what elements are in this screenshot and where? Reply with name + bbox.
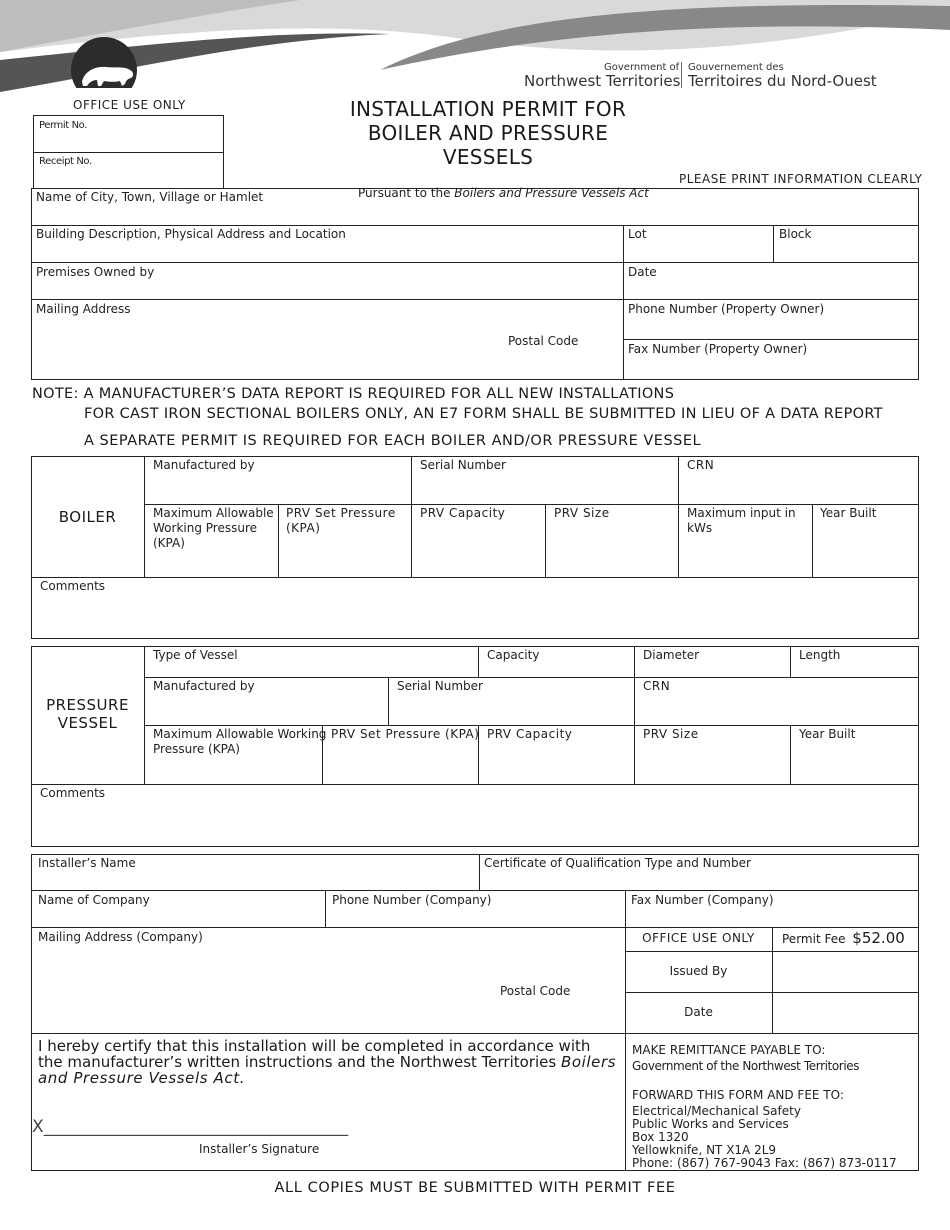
office-use-title: OFFICE USE ONLY bbox=[73, 98, 186, 112]
installer-line-2 bbox=[31, 927, 919, 928]
print-clearly: PLEASE PRINT INFORMATION CLEARLY bbox=[679, 172, 923, 186]
vessel-prv-capacity-label[interactable]: PRV Capacity bbox=[487, 727, 573, 741]
boiler-title: BOILER bbox=[58, 508, 117, 526]
property-line-2 bbox=[31, 262, 919, 263]
postal-field-label[interactable]: Postal Code bbox=[508, 334, 579, 348]
vessel-vline-row1-c bbox=[790, 646, 791, 677]
vessel-vline-row1-b bbox=[634, 646, 635, 677]
form-title bbox=[320, 97, 656, 169]
vessel-line-2 bbox=[144, 725, 919, 726]
company-name-label[interactable]: Name of Company bbox=[38, 893, 150, 907]
vessel-line-3 bbox=[31, 784, 919, 785]
boiler-title-divider bbox=[144, 456, 145, 577]
installer-vline-cert bbox=[479, 854, 480, 890]
vessel-vline-row3-d bbox=[790, 725, 791, 784]
gov-divider bbox=[681, 62, 682, 88]
property-vline-2 bbox=[773, 225, 774, 262]
pursuant-prefix: Pursuant to the bbox=[358, 186, 455, 200]
boiler-line-2 bbox=[31, 577, 919, 578]
boiler-comments-label[interactable]: Comments bbox=[40, 579, 106, 593]
vessel-prv-set-label[interactable]: PRV Set Pressure (KPA) bbox=[331, 727, 480, 741]
certify-text bbox=[38, 1038, 618, 1086]
boiler-vline-a bbox=[411, 456, 412, 577]
boiler-prv-set-label[interactable]: PRV Set Pressure (KPA) bbox=[286, 506, 396, 535]
vessel-vline-row2-b bbox=[634, 677, 635, 725]
date-field-label[interactable]: Date bbox=[628, 265, 657, 279]
pursuant-act: Boilers and Pressure Vessels Act bbox=[454, 186, 649, 200]
remit-payable-title: MAKE REMITTANCE PAYABLE TO: bbox=[632, 1043, 826, 1057]
note-line-3: A SEPARATE PERMIT IS REQUIRED FOR EACH BOILER AND/OR PRESSURE VESSEL bbox=[84, 433, 702, 449]
office-use-divider bbox=[33, 152, 224, 153]
boiler-year-built-label[interactable]: Year Built bbox=[820, 506, 877, 520]
city-field-label[interactable]: Name of City, Town, Village or Hamlet bbox=[36, 190, 264, 204]
permit-fee-label: Permit Fee bbox=[782, 932, 846, 946]
installer-vline-company bbox=[325, 890, 326, 927]
block-field-label[interactable]: Block bbox=[779, 227, 812, 241]
installer-line-1 bbox=[31, 890, 919, 891]
company-fax-label[interactable]: Fax Number (Company) bbox=[631, 893, 774, 907]
owner-field-label[interactable]: Premises Owned by bbox=[36, 265, 155, 279]
mailing-field-label[interactable]: Mailing Address bbox=[36, 302, 131, 316]
note-line-1: NOTE: A MANUFACTURER’S DATA REPORT IS REQUIRED FOR ALL NEW INSTALLATIONS bbox=[32, 386, 675, 402]
remit-address-2: Public Works and Services bbox=[632, 1117, 789, 1131]
boiler-vline-c bbox=[278, 504, 279, 577]
certificate-label[interactable]: Certificate of Qualification Type and Number bbox=[484, 856, 751, 870]
company-phone-label[interactable]: Phone Number (Company) bbox=[332, 893, 492, 907]
vessel-capacity-label[interactable]: Capacity bbox=[487, 648, 540, 662]
vessel-mawp-label[interactable]: Maximum Allowable Working Pressure (KPA) bbox=[153, 727, 327, 756]
vessel-crn-label[interactable]: CRN bbox=[643, 679, 671, 693]
boiler-serial-label[interactable]: Serial Number bbox=[420, 458, 506, 472]
vessel-title-divider bbox=[144, 646, 145, 784]
certify-text-prefix: I hereby certify that this installation will be completed in accordance with the manufacturer’s written instructions and the Northwest Territories bbox=[38, 1037, 591, 1071]
company-postal-label[interactable]: Postal Code bbox=[500, 984, 571, 998]
lot-field-label[interactable]: Lot bbox=[628, 227, 647, 241]
remit-address-3: Box 1320 bbox=[632, 1130, 689, 1144]
boiler-prv-size-label[interactable]: PRV Size bbox=[554, 506, 610, 520]
gov-en-large: Northwest Territories bbox=[524, 72, 681, 90]
vessel-length-label[interactable]: Length bbox=[799, 648, 841, 662]
vessel-line-1 bbox=[144, 677, 919, 678]
office-bottom-vline bbox=[772, 927, 773, 1033]
gov-fr-large: Territoires du Nord-Ouest bbox=[688, 72, 877, 90]
boiler-vline-b bbox=[678, 456, 679, 577]
certify-text-act: Boilers and Pressure Vessels Act. bbox=[38, 1053, 617, 1087]
company-mailing-label[interactable]: Mailing Address (Company) bbox=[38, 930, 203, 944]
boiler-mawp-label[interactable]: Maximum Allowable Working Pressure (KPA) bbox=[153, 506, 274, 550]
polar-bear-logo bbox=[70, 36, 154, 96]
building-field-label[interactable]: Building Description, Physical Address and Location bbox=[36, 227, 346, 241]
signature-label: Installer’s Signature bbox=[199, 1142, 320, 1156]
boiler-line-1 bbox=[144, 504, 919, 505]
property-line-1 bbox=[31, 225, 919, 226]
footer-note: ALL COPIES MUST BE SUBMITTED WITH PERMIT FEE bbox=[274, 1180, 676, 1196]
vessel-manufacturer-label[interactable]: Manufactured by bbox=[153, 679, 255, 693]
boiler-max-input-label[interactable]: Maximum input in kWs bbox=[687, 506, 796, 535]
property-line-4 bbox=[623, 339, 919, 340]
vessel-serial-label[interactable]: Serial Number bbox=[397, 679, 483, 693]
vessel-type-label[interactable]: Type of Vessel bbox=[153, 648, 238, 662]
vessel-comments-label[interactable]: Comments bbox=[40, 786, 106, 800]
boiler-crn-label[interactable]: CRN bbox=[687, 458, 715, 472]
owner-fax-field-label[interactable]: Fax Number (Property Owner) bbox=[628, 342, 808, 356]
boiler-manufacturer-label[interactable]: Manufactured by bbox=[153, 458, 255, 472]
remit-address-5: Phone: (867) 767-9043 Fax: (867) 873-0117 bbox=[632, 1156, 897, 1170]
permit-fee-value: $52.00 bbox=[852, 929, 905, 947]
gov-fr-small: Gouvernement des bbox=[688, 62, 784, 73]
form-title-line1: INSTALLATION PERMIT FOR bbox=[349, 97, 627, 121]
boiler-prv-capacity-label[interactable]: PRV Capacity bbox=[420, 506, 506, 520]
remit-address-1: Electrical/Mechanical Safety bbox=[632, 1104, 801, 1118]
gov-en-small: Government of bbox=[604, 62, 680, 73]
vessel-vline-row2-a bbox=[388, 677, 389, 725]
remit-address-4: Yellowknife, NT X1A 2L9 bbox=[632, 1143, 777, 1157]
office-use-bottom-title: OFFICE USE ONLY bbox=[642, 931, 755, 945]
remit-payable-to: Government of the Northwest Territories bbox=[632, 1059, 860, 1073]
installer-line-3 bbox=[31, 1033, 919, 1034]
permit-no-label: Permit No. bbox=[39, 120, 87, 131]
boiler-vline-e bbox=[812, 504, 813, 577]
vessel-vline-row1-a bbox=[478, 646, 479, 677]
permit-fee bbox=[782, 929, 905, 948]
issued-by-label: Issued By bbox=[669, 964, 728, 978]
office-date-label: Date bbox=[684, 1005, 713, 1019]
vessel-title: PRESSURE VESSEL bbox=[46, 696, 129, 732]
remit-forward-title: FORWARD THIS FORM AND FEE TO: bbox=[632, 1088, 844, 1102]
note-line-2: FOR CAST IRON SECTIONAL BOILERS ONLY, AN E7 FORM SHALL BE SUBMITTED IN LIEU OF A DATA REPORT bbox=[84, 406, 883, 422]
vessel-year-built-label[interactable]: Year Built bbox=[799, 727, 856, 741]
owner-phone-field-label[interactable]: Phone Number (Property Owner) bbox=[628, 302, 825, 316]
receipt-no-label: Receipt No. bbox=[39, 156, 92, 167]
vessel-vline-row3-c bbox=[634, 725, 635, 784]
property-line-3 bbox=[31, 299, 919, 300]
vessel-diameter-label[interactable]: Diameter bbox=[643, 648, 700, 662]
installer-name-label[interactable]: Installer’s Name bbox=[38, 856, 136, 870]
property-vline-1 bbox=[623, 225, 624, 380]
boiler-vline-d bbox=[545, 504, 546, 577]
signature-line[interactable]: X___________________________________ bbox=[32, 1117, 349, 1137]
vessel-prv-size-label[interactable]: PRV Size bbox=[643, 727, 699, 741]
form-title-line3: VESSELS bbox=[442, 145, 534, 169]
form-title-line2: BOILER AND PRESSURE bbox=[367, 121, 609, 145]
